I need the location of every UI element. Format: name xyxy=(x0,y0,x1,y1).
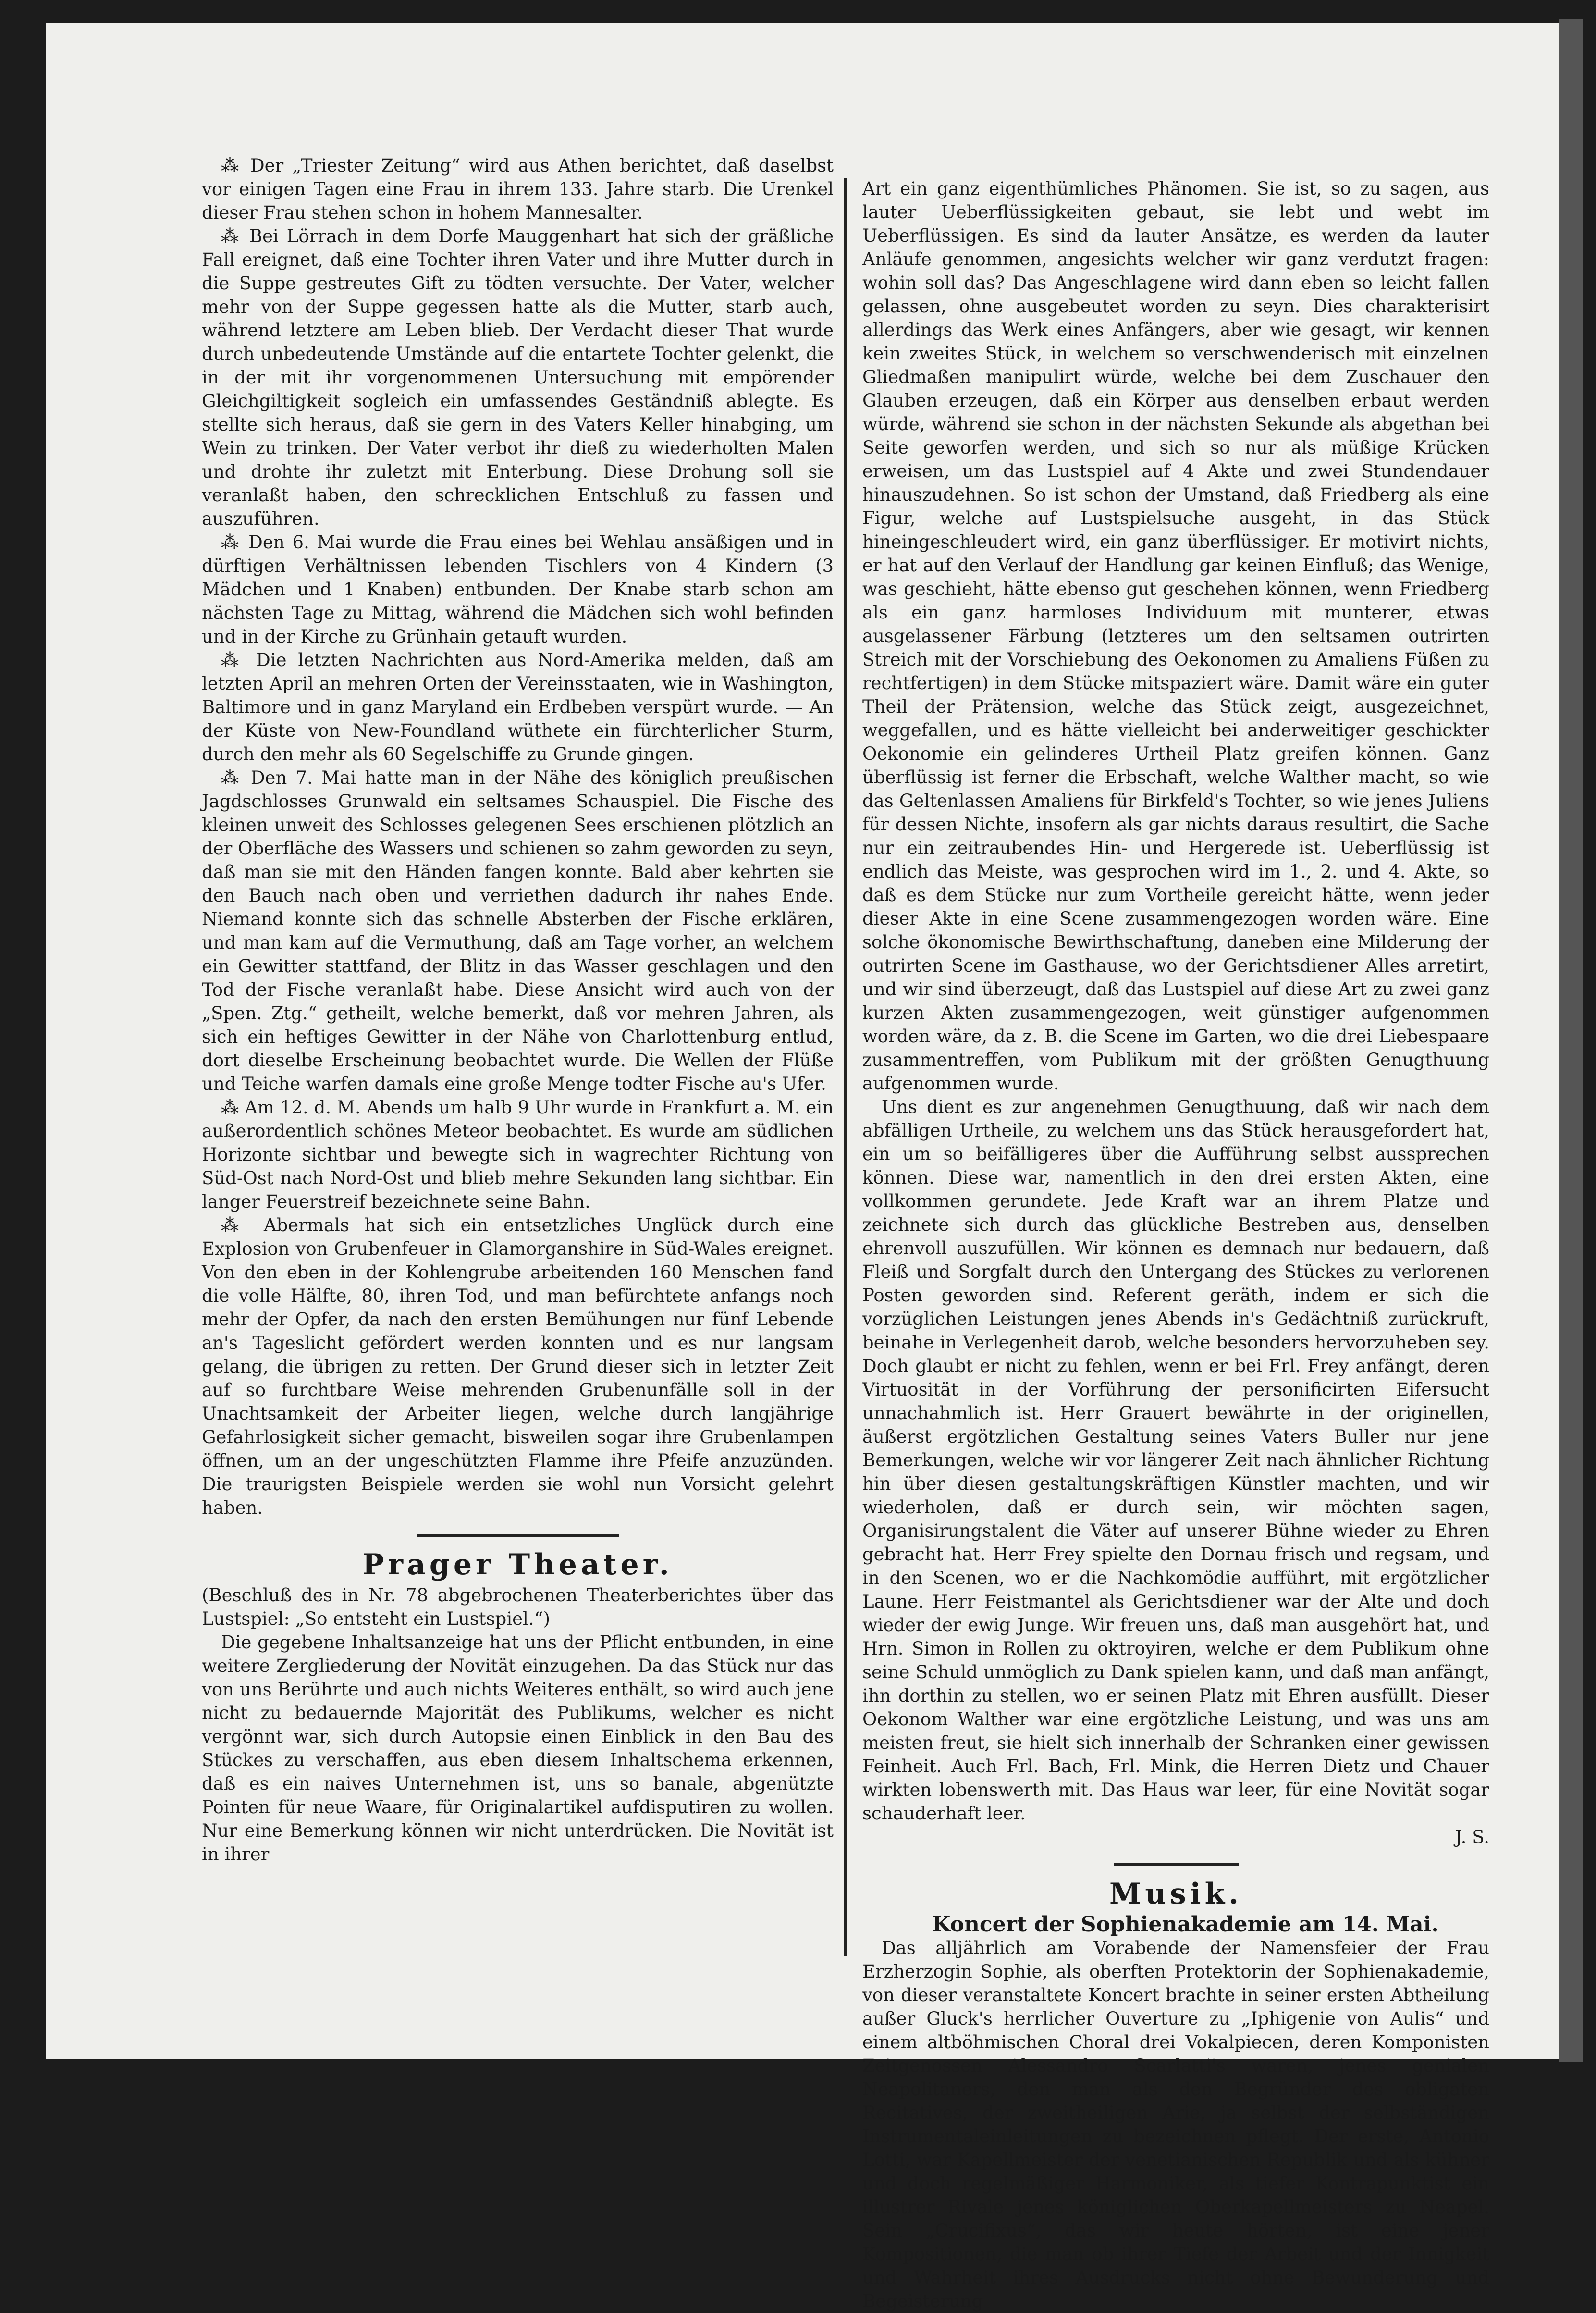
left-column xyxy=(202,154,834,1866)
column-divider xyxy=(844,178,847,1956)
theater-heading: Prager Theater. xyxy=(362,1548,673,1582)
theater-signature: J. S. xyxy=(1455,1827,1489,1847)
theater-text: Die gegebene Inhaltsanzeige hat uns der Pflicht entbunden, in eine weitere Zergliederung der Novität einzugehen. Da das Stück nur das von uns Berührte und auch nichts Weiteres enthält, so wird auch jene nicht zu bedauernde Majorität des Publikums, welcher es nicht vergönnt war, sich durch Autopsie einen Einblick in den Bau des Stückes zu verschaffen, aus eben diesem Inhaltschema erkennen, daß es ein naives Unternehmen ist, uns so banale, abgenützte Pointen für neue Waare, für Originalartikel aufdisputiren zu wollen. Nur eine Bemerkung können wir nicht unterdrücken. Die Novität ist in ihrer xyxy=(202,1632,834,1865)
theater-intro: (Beschluß des in Nr. 78 abgebrochenen Theaterberichtes über das Lustspiel: „So entsteht ein Lustspiel.“) xyxy=(202,1585,834,1629)
right-column xyxy=(862,177,1489,2313)
news-item: ⁂ Die letzten Nachrichten aus Nord-Amerika melden, daß am letzten April an mehren Orten der Vereinsstaaten, wie in Washington, Baltimore und in ganz Maryland ein Erdbeben verspürt wurde. — An der Küste von New-Foundland wüthete ein fürchterlicher Sturm, durch den mehr als 60 Segelschiffe zu Grunde gingen. xyxy=(202,650,834,765)
music-heading: Musik. xyxy=(1109,1877,1243,1911)
news-item: ⁂ Am 12. d. M. Abends um halb 9 Uhr wurde in Frankfurt a. M. ein außerordentlich schönes Meteor beobachtet. Es wurde am südlichen Horizonte sichtbar und bewegte sich in wagrechter Richtung von Süd-Ost nach Nord-Ost und blieb mehre Sekunden lang sichtbar. Ein langer Feuerstreif bezeichnete seine Bahn. xyxy=(202,1097,834,1212)
news-item: ⁂ Den 7. Mai hatte man in der Nähe des königlich preußischen Jagdschlosses Grunwald ein seltsames Schauspiel. Die Fische des kleinen unweit des Schlosses gelegenen Sees erschienen plötzlich an der Oberfläche des Wassers und schienen so zahm geworden zu seyn, daß man sie mit den Händen fangen konnte. Bald aber kehrten sie den Bauch nach oben und verriethen dadurch ihr nahes Ende. Niemand konnte sich das schnelle Absterben der Fische erklären, und man kam auf die Vermuthung, daß am Tage vorher, an welchem ein Gewitter stattfand, der Blitz in das Wasser geschlagen und den Tod der Fische veranlaßt habe. Diese Ansicht wird auch von der „Spen. Ztg.“ getheilt, welche bemerkt, daß vor mehren Jahren, als sich ein heftiges Gewitter in der Nähe von Charlottenburg entlud, dort dieselbe Erscheinung beobachtet wurde. Die Wellen der Flüße und Teiche warfen damals eine große Menge todter Fische au's Ufer. xyxy=(202,767,834,1094)
scan-edge xyxy=(1559,19,1583,2062)
news-item: ⁂ Den 6. Mai wurde die Frau eines bei Wehlau ansäßigen und in dürftigen Verhältnissen lebenden Tischlers von 4 Kindern (3 Mädchen und 1 Knaben) entbunden. Der Knabe starb schon am nächsten Tage zu Mittag, während die Mädchen sich wohl befinden und in der Kirche zu Grünhain getauft wurden. xyxy=(202,532,834,647)
section-rule xyxy=(417,1534,619,1537)
music-text: Das alljährlich am Vorabende der Namensfeier der Frau Erzherzogin Sophie, als oberften Protektorin der Sophienakademie, von dieser veranstaltete Koncert brachte in seiner ersten Abtheilung außer Gluck's herrlicher Ouverture zu „Iphigenie von Aulis“ und einem altböhmischen Choral drei Vokalpiecen, deren Komponisten Zeitgenossen Alessandro Scarlatti's waren, jenes genialen Neapolitaners, den man als den Begründer des obligaten Recitatives, der zweitheiligen Arie, ja selbst der selbständigen Instrumentaleinleitungen zu bezeichnen pflegt. Der erste, Antonio Lotti, war Kapellmeister der venetianischen Republik und als kühner und doch regelmäßiger Harmoniker, als tiefer Kontrapunktist ein illustrer Rivale jenes königlichen Oberkapellmeisters zu Neapel. Sein „Crucifixus“, das wir heute hörten, ist eine jener Kompositionen, die man ob ihrer Tiefe der Arbeit und der Innigkeit und Wahrheit ihres Ausdrucks nicht ohne Bewunderung und Begeisterung xyxy=(862,1938,1489,2312)
news-item: ⁂ Der „Triester Zeitung“ wird aus Athen berichtet, daß daselbst vor einigen Tagen eine Frau in ihrem 133. Jahre starb. Die Urenkel dieser Frau stehen schon in hohem Mannesalter. xyxy=(202,155,834,223)
news-item: ⁂ Abermals hat sich ein entsetzliches Unglück durch eine Explosion von Grubenfeuer in Glamorganshire in Süd-Wales ereignet. Von den eben in der Kohlengrube arbeitenden 160 Menschen fand die volle Hälfte, 80, ihren Tod, und man befürchtete anfangs noch mehr der Opfer, da nach den ersten Bemühungen nur fünf Lebende an's Tageslicht gefördert werden konnten und es nur langsam gelang, die übrigen zu retten. Der Grund dieser sich in letzter Zeit auf so furchtbare Weise mehrenden Grubenunfälle soll in der Unachtsamkeit der Arbeiter liegen, welche durch langjährige Gefahrlosigkeit sicher gemacht, bisweilen sogar ihre Grubenlampen öffnen, um an der ungeschützten Flamme ihre Pfeife anzuzünden. Die traurigsten Beispiele werden sie wohl nun Vorsicht gelehrt haben. xyxy=(202,1215,834,1518)
theater-continuation: Art ein ganz eigenthümliches Phänomen. Sie ist, so zu sagen, aus lauter Ueberflüssigkeiten gebaut, sie lebt und webt im Ueberflüssigen. Es sind da lauter Ansätze, es werden da lauter Anläufe genommen, angesichts welcher wir ganz verdutzt fragen: wohin soll das? Das Angeschlagene wird dann eben so leicht fallen gelassen, ohne ausgebeutet worden zu seyn. Dies charakterisirt allerdings das Werk eines Anfängers, aber wie gesagt, wir kennen kein zweites Stück, in welchem so verschwenderisch mit einzelnen Gliedmaßen manipulirt würde, welche bei dem Zuschauer den Glauben erzeugen, daß ein Körper aus denselben erbaut werden würde, während sie schon in der nächsten Sekunde als abgethan bei Seite geworfen werden, und sich so nur als müßige Krücken erweisen, um das Lustspiel auf 4 Akte und zwei Stundendauer hinauszudehnen. So ist schon der Umstand, daß Friedberg als eine Figur, welche auf Lustspielsuche ausgeht, in das Stück hineingeschleudert wird, ein ganz überflüssiger. Er motivirt nichts, er hat auf den Verlauf der Handlung gar keinen Einfluß; das Wenige, was geschieht, hätte ebenso gut geschehen können, wenn Friedberg als ein ganz harmloses Individuum mit munterer, etwas ausgelassener Färbung (letzteres um den seltsamen outrirten Streich mit der Vorschiebung des Oekonomen zu Amaliens Füßen zu rechtfertigen) in dem Stücke mitspaziert wäre. Damit wäre ein guter Theil der Prätension, welche das Stück zeigt, ausgezeichnet, weggefallen, und es hätte vielleicht bei anderweitiger geschickter Oekonomie ein gelinderes Urtheil Platz greifen können. Ganz überflüssig ist ferner die Erbschaft, welche Walther macht, so wie das Geltenlassen Amaliens für Birkfeld's Tochter, so wie jenes Juliens für dessen Nichte, insofern als gar nichts daraus resultirt, die Sache nur ein zeitraubendes Hin- und Hergerede ist. Ueberflüssig ist endlich das Meiste, was gesprochen wird im 1., 2. und 4. Akte, so daß es dem Stücke nur zum Vortheile gereicht hätte, wenn jeder dieser Akte in eine Scene zusammengezogen worden wäre. Eine solche ökonomische Bewirthschaftung, daneben eine Milderung der outrirten Scene im Gasthause, wo der Gerichtsdiener Alles arretirt, und wir sind überzeugt, daß das Lustspiel auf diese Art zu zwei ganz kurzen Akten zusammengezogen, weit günstiger aufgenommen worden wäre, da z. B. die Scene im Garten, wo die drei Liebespaare zusammentreffen, vom Publikum mit der größten Genugthuung aufgenommen wurde. xyxy=(862,178,1489,1094)
news-item: ⁂ Bei Lörrach in dem Dorfe Mauggenhart hat sich der gräßliche Fall ereignet, daß eine Tochter ihren Vater und ihre Mutter durch in die Suppe gestreutes Gift zu tödten versuchte. Der Vater, welcher mehr von der Suppe gegessen hatte als die Mutter, starb auch, während letztere am Leben blieb. Der Verdacht dieser That wurde durch unbedeutende Umstände auf die entartete Tochter gelenkt, die in der mit ihr vorgenommenen Untersuchung mit empörender Gleichgiltigkeit sogleich ein umfassendes Geständniß ablegte. Es stellte sich heraus, daß sie gern in des Vaters Keller hinabging, um Wein zu trinken. Der Vater verbot ihr dieß zu wiederholten Malen und drohte ihr zuletzt mit Enterbung. Diese Drohung soll sie veranlaßt haben, den schrecklichen Entschluß zu fassen und auszuführen. xyxy=(202,226,834,529)
section-rule xyxy=(1114,1863,1239,1866)
music-subheading: Koncert der Sophienakademie am 14. Mai. xyxy=(932,1912,1439,1937)
theater-performance-review: Uns dient es zur angenehmen Genugthuung, daß wir nach dem abfälligen Urtheile, zu welchem uns das Stück herausgefordert hat, ein um so beifälligeres über die Aufführung selbst aussprechen können. Diese war, namentlich in den drei ersten Akten, eine vollkommen gerundete. Jede Kraft war an ihrem Platze und zeichnete sich durch das glückliche Bestreben aus, denselben ehrenvoll auszufüllen. Wir können es demnach nur bedauern, daß Fleiß und Sorgfalt durch den Untergang des Stückes zu verlorenen Posten geworden sind. Referent geräth, indem er sich die vorzüglichen Leistungen jenes Abends in's Gedächtniß zurückruft, beinahe in Verlegenheit darob, welche besonders hervorzuheben sey. Doch glaubt er nicht zu fehlen, wenn er bei Frl. Frey anfängt, deren Virtuosität in der Vorführung der personificirten Eifersucht unnachahmlich ist. Herr Grauert bewährte in der originellen, äußerst ergötzlichen Gestaltung seines Vaters Buller nur jene Bemerkungen, welche wir vor längerer Zeit nach ähnlicher Richtung hin über diesen gestaltungskräftigen Künstler machten, und wir wiederholen, daß er durch sein, wir möchten sagen, Organisirungstalent die Väter auf unserer Bühne wieder zu Ehren gebracht hat. Herr Frey spielte den Dornau frisch und regsam, und in den Scenen, wo er die Nachkomödie aufführt, mit ergötzlicher Laune. Herr Feistmantel als Gerichtsdiener war der Alte und doch wieder der ewig Junge. Wir freuen uns, daß man ausgehört hat, und Hrn. Simon in Rollen zu oktroyiren, welche er dem Publikum ohne seine Schuld unmöglich zu Dank spielen kann, und daß man anfängt, ihn dorthin zu stellen, wo er seinen Platz mit Ehren ausfüllt. Dieser Oekonom Walther war eine ergötzliche Leistung, und was uns am meisten freut, sie hielt sich innerhalb der Schranken einer gewissen Feinheit. Auch Frl. Bach, Frl. Mink, die Herren Dietz und Chauer wirkten lobenswerth mit. Das Haus war leer, für eine Novität sogar schauderhaft leer. xyxy=(862,1097,1489,1824)
